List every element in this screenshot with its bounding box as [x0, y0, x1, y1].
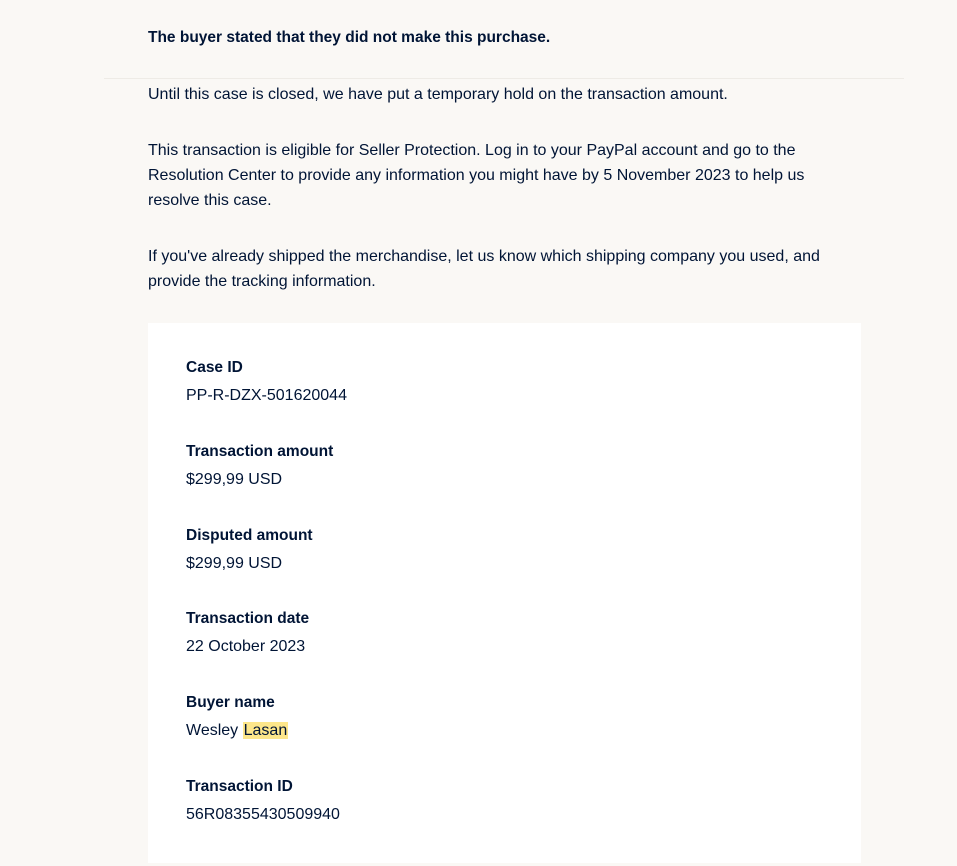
disputed-amount-value: $299,99 USD [186, 555, 283, 572]
disputed-amount-field [186, 526, 313, 574]
case-id-value: PP-R-DZX-501620044 [186, 387, 347, 404]
transaction-id-label: Transaction ID [186, 778, 293, 795]
buyer-name-label: Buyer name [186, 694, 275, 711]
transaction-id-value: 56R08355430509940 [186, 806, 340, 823]
disputed-amount-label: Disputed amount [186, 527, 313, 544]
transaction-amount-field [186, 442, 333, 490]
case-id-field [186, 358, 347, 406]
transaction-amount-label: Transaction amount [186, 443, 334, 460]
transaction-date-label: Transaction date [186, 610, 310, 627]
transaction-date-value: 22 October 2023 [186, 638, 306, 655]
shipping-note-text: If you've already shipped the merchandise, let us know which shipping company you used, and provide the tracking information. [148, 248, 820, 290]
hold-notice-text: Until this case is closed, we have put a temporary hold on the transaction amount. [148, 86, 728, 103]
transaction-id-field [186, 777, 340, 825]
buyer-name-value [186, 721, 288, 741]
buyer-name-field [186, 693, 288, 741]
case-details-card [148, 323, 861, 863]
dispute-headline: The buyer stated that they did not make this purchase. [148, 29, 551, 46]
transaction-date-field [186, 609, 309, 657]
buyer-first-name: Wesley [186, 722, 239, 739]
transaction-amount-value: $299,99 USD [186, 471, 283, 488]
buyer-last-name-highlighted: Lasan [243, 722, 288, 739]
case-id-label: Case ID [186, 359, 243, 376]
divider [104, 78, 904, 79]
seller-protection-text: This transaction is eligible for Seller Protection. Log in to your PayPal account and go to the Resolution Center to provide any information you might have by 5 November 2023 to help us resolve this case. [148, 142, 805, 209]
